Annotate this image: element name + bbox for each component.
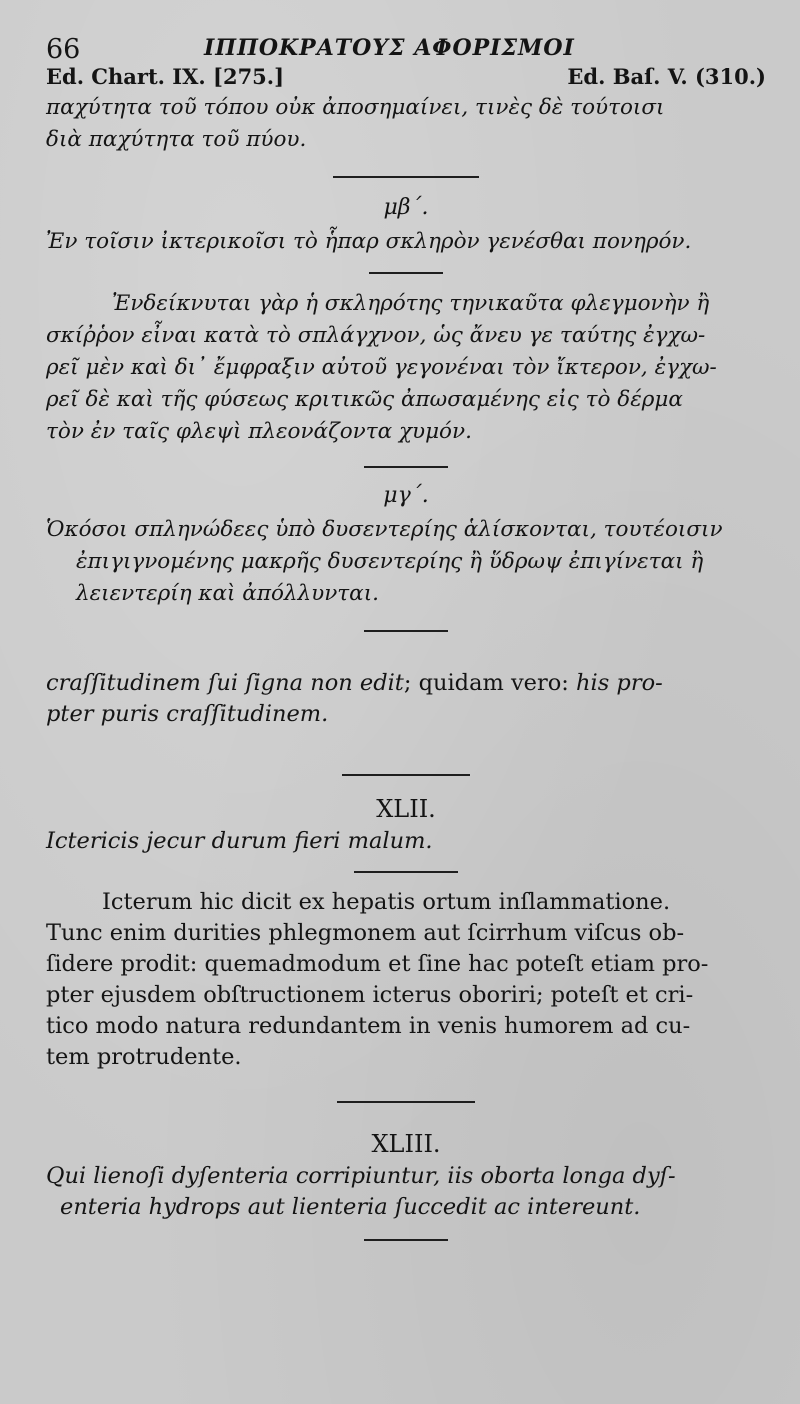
greek-line: τὸν ἐν ταῖς φλεψὶ πλεονάζοντα χυμόν.	[46, 419, 472, 444]
greek-line: ρεῖ μὲν καὶ δι᾽ ἔμφραξιν αὐτοῦ γεγονέναι τὸν ἴκτερον, ἐγχω-	[46, 355, 717, 380]
latin-line: tico modo natura redundantem in venis humorem ad cu-	[46, 1013, 691, 1039]
greek-commentary-42	[46, 288, 766, 448]
latin-line: Icterum hic dicit ex hepatis ortum inſlammatione.	[102, 889, 671, 915]
section-divider	[354, 871, 458, 873]
latin-line: pter ejusdem obſtructionem icterus oboriri; poteſt et cri-	[46, 982, 694, 1008]
latin-line: tem protrudente.	[46, 1044, 242, 1070]
latin-line	[46, 668, 766, 699]
greek-line: διὰ παχύτητα τοῦ πύου.	[46, 127, 307, 152]
edition-chart-ref: Ed. Chart. IX. [275.]	[46, 64, 285, 89]
latin-section-number-42: XLII.	[376, 795, 436, 823]
latin-section-number-43: XLIII.	[371, 1130, 441, 1158]
greek-section-number-42: μβ΄.	[383, 195, 429, 220]
greek-line: σκίῤῥον εἶναι κατὰ τὸ σπλάγχνον, ὡς ἄνευ γε ταύτης ἐγχω-	[46, 323, 706, 348]
latin-line: enteria hydrops aut lienteria ſuccedit ac intereunt.	[60, 1194, 641, 1220]
latin-line: Tunc enim durities phlegmonem aut ſcirrhum viſcus ob-	[46, 920, 685, 946]
latin-aphorism-43	[46, 1161, 766, 1223]
latin-italic-text: craſſitudinem ſui ſigna non edit	[46, 670, 404, 696]
latin-commentary-42	[46, 887, 766, 1073]
greek-line: ρεῖ δὲ καὶ τῆς φύσεως κριτικῶς ἀπωσαμένης εἰς τὸ δέρμα	[46, 387, 683, 412]
latin-line: pter puris craſſitudinem.	[46, 701, 329, 727]
greek-line: λειεντερίη καὶ ἀπόλλυνται.	[76, 581, 379, 606]
greek-line: ἐπιγιγνομένης μακρῆς δυσεντερίης ἢ ὕδρωψ ἐπιγίνεται ἢ	[76, 549, 704, 574]
page-number: 66	[46, 34, 81, 65]
greek-aphorism-42: Ἐν τοῖσιν ἰκτερικοῖσι τὸ ἧπαρ σκληρὸν γενέσθαι πονηρόν.	[46, 229, 692, 254]
greek-aphorism-43	[46, 514, 766, 610]
latin-continuation	[46, 668, 766, 730]
section-divider	[369, 272, 443, 274]
page-header	[46, 22, 766, 65]
greek-section-number-43: μγ΄.	[383, 483, 429, 508]
section-divider	[364, 466, 448, 468]
greek-line: παχύτητα τοῦ τόπου οὐκ ἀποσημαίνει, τινὲς δὲ τούτοισι	[46, 95, 665, 120]
greek-line: Ὁκόσοι σπληνώδεες ὑπὸ δυσεντερίης ἁλίσκονται, τουτέοισιν	[46, 517, 723, 542]
latin-italic-text: his pro-	[576, 670, 663, 696]
edition-references	[46, 64, 766, 92]
latin-line: Qui lienoſi dyſenteria corripiuntur, iis oborta longa dyſ-	[46, 1163, 676, 1189]
latin-line: ſidere prodit: quemadmodum et ſine hac poteſt etiam pro-	[46, 951, 709, 977]
greek-continuation	[46, 92, 766, 156]
section-divider	[333, 176, 479, 178]
section-divider	[364, 630, 448, 632]
latin-roman-text: ; quidam vero:	[403, 670, 577, 696]
section-divider	[364, 1239, 448, 1241]
edition-basel-ref: Ed. Baſ. V. (310.)	[567, 64, 766, 89]
running-title: ΙΠΠΟΚΡΑΤΟΥΣ ΑΦΟΡΙΣΜΟΙ	[204, 35, 575, 61]
greek-line: Ἐνδείκνυται γὰρ ἡ σκληρότης τηνικαῦτα φλεγμονὴν ἢ	[112, 291, 710, 316]
section-divider	[342, 774, 470, 776]
latin-aphorism-42: Ictericis jecur durum fieri malum.	[46, 828, 433, 854]
section-divider	[337, 1101, 475, 1103]
